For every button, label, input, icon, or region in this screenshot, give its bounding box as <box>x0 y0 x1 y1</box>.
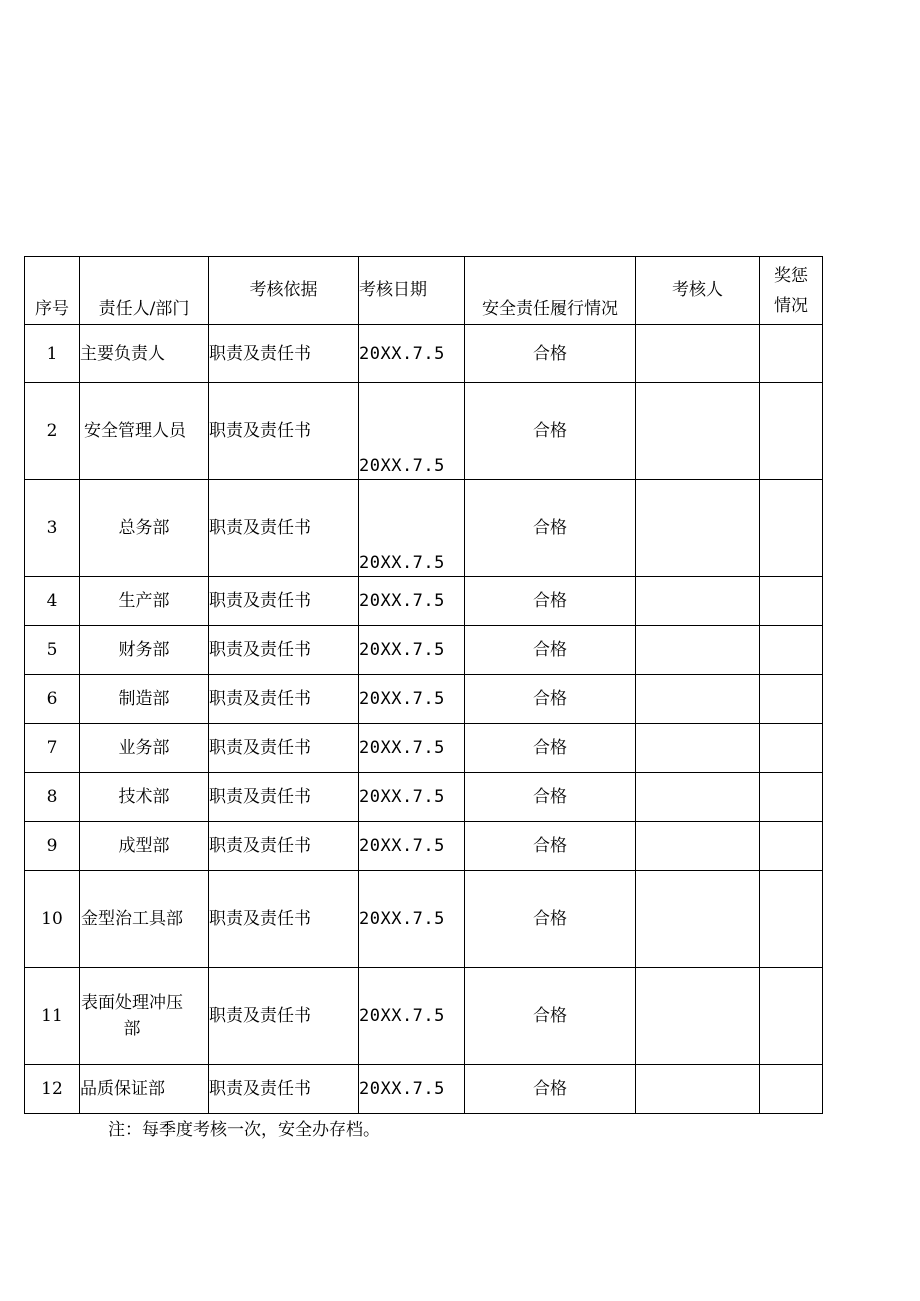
row-dept: 制造部 <box>80 675 209 724</box>
table-body <box>25 325 823 1114</box>
row-assessor <box>636 325 760 383</box>
row-date: 20XX.7.5 <box>359 773 465 822</box>
row-date: 20XX.7.5 <box>359 480 465 577</box>
row-basis: 职责及责任书 <box>209 822 359 871</box>
row-no: 11 <box>25 968 80 1065</box>
header-date: 考核日期 <box>359 257 465 325</box>
row-dept: 业务部 <box>80 724 209 773</box>
row-no: 7 <box>25 724 80 773</box>
table-row <box>25 480 823 577</box>
row-basis: 职责及责任书 <box>209 773 359 822</box>
row-no: 1 <box>25 325 80 383</box>
row-reward <box>760 724 823 773</box>
row-result: 合格 <box>465 626 636 675</box>
row-result: 合格 <box>465 577 636 626</box>
row-date: 20XX.7.5 <box>359 577 465 626</box>
row-assessor <box>636 822 760 871</box>
row-date: 20XX.7.5 <box>359 675 465 724</box>
row-dept: 生产部 <box>80 577 209 626</box>
row-dept-text: 表面处理冲压部 <box>81 993 183 1039</box>
row-no: 3 <box>25 480 80 577</box>
row-assessor <box>636 773 760 822</box>
row-result: 合格 <box>465 325 636 383</box>
row-basis: 职责及责任书 <box>209 968 359 1065</box>
header-reward <box>760 257 823 325</box>
header-person: 责任人/部门 <box>80 257 209 325</box>
row-result: 合格 <box>465 1065 636 1114</box>
row-dept: 成型部 <box>80 822 209 871</box>
row-assessor <box>636 626 760 675</box>
row-basis: 职责及责任书 <box>209 480 359 577</box>
row-no: 4 <box>25 577 80 626</box>
row-assessor <box>636 675 760 724</box>
header-basis: 考核依据 <box>209 257 359 325</box>
row-no: 10 <box>25 871 80 968</box>
table-row <box>25 325 823 383</box>
row-result: 合格 <box>465 724 636 773</box>
row-basis: 职责及责任书 <box>209 675 359 724</box>
row-date: 20XX.7.5 <box>359 724 465 773</box>
row-result: 合格 <box>465 480 636 577</box>
table-row <box>25 383 823 480</box>
row-assessor <box>636 871 760 968</box>
assessment-sheet <box>24 256 822 1142</box>
row-assessor <box>636 724 760 773</box>
row-reward <box>760 675 823 724</box>
row-dept: 财务部 <box>80 626 209 675</box>
row-dept: 安全管理人员 <box>80 383 209 480</box>
header-reward-text: 奖惩情况 <box>774 265 808 316</box>
row-reward <box>760 383 823 480</box>
row-dept <box>80 968 209 1065</box>
row-assessor <box>636 577 760 626</box>
table-row <box>25 968 823 1065</box>
row-basis: 职责及责任书 <box>209 1065 359 1114</box>
row-dept: 品质保证部 <box>80 1065 209 1114</box>
header-performance: 安全责任履行情况 <box>465 257 636 325</box>
row-basis: 职责及责任书 <box>209 871 359 968</box>
row-date: 20XX.7.5 <box>359 1065 465 1114</box>
row-basis: 职责及责任书 <box>209 724 359 773</box>
table-row <box>25 1065 823 1114</box>
row-reward <box>760 480 823 577</box>
row-dept: 总务部 <box>80 480 209 577</box>
row-no: 6 <box>25 675 80 724</box>
row-reward <box>760 871 823 968</box>
footnote: 注：每季度考核一次，安全办存档。 <box>108 1120 380 1140</box>
row-reward <box>760 325 823 383</box>
row-reward <box>760 626 823 675</box>
row-date: 20XX.7.5 <box>359 626 465 675</box>
row-date: 20XX.7.5 <box>359 871 465 968</box>
row-dept <box>80 871 209 968</box>
row-assessor <box>636 968 760 1065</box>
row-reward <box>760 822 823 871</box>
table-row <box>25 871 823 968</box>
row-reward <box>760 968 823 1065</box>
table-row <box>25 675 823 724</box>
row-result: 合格 <box>465 822 636 871</box>
row-basis: 职责及责任书 <box>209 626 359 675</box>
table-row <box>25 577 823 626</box>
table-row <box>25 773 823 822</box>
header-assessor: 考核人 <box>636 257 760 325</box>
table-row <box>25 822 823 871</box>
row-dept: 技术部 <box>80 773 209 822</box>
row-result: 合格 <box>465 675 636 724</box>
row-result: 合格 <box>465 871 636 968</box>
row-reward <box>760 577 823 626</box>
safety-assessment-table <box>24 256 823 1114</box>
table-row <box>25 626 823 675</box>
row-result: 合格 <box>465 773 636 822</box>
row-result: 合格 <box>465 383 636 480</box>
row-no: 12 <box>25 1065 80 1114</box>
header-no: 序号 <box>25 257 80 325</box>
row-basis: 职责及责任书 <box>209 577 359 626</box>
row-date: 20XX.7.5 <box>359 383 465 480</box>
table-row <box>25 724 823 773</box>
row-basis: 职责及责任书 <box>209 325 359 383</box>
row-assessor <box>636 480 760 577</box>
row-no: 9 <box>25 822 80 871</box>
row-result: 合格 <box>465 968 636 1065</box>
row-assessor <box>636 1065 760 1114</box>
row-date: 20XX.7.5 <box>359 968 465 1065</box>
row-no: 8 <box>25 773 80 822</box>
row-dept-text: 金型治工具部 <box>81 909 183 929</box>
row-date: 20XX.7.5 <box>359 325 465 383</box>
row-assessor <box>636 383 760 480</box>
row-reward <box>760 1065 823 1114</box>
row-no: 5 <box>25 626 80 675</box>
row-no: 2 <box>25 383 80 480</box>
row-dept: 主要负责人 <box>80 325 209 383</box>
row-reward <box>760 773 823 822</box>
row-date: 20XX.7.5 <box>359 822 465 871</box>
row-basis: 职责及责任书 <box>209 383 359 480</box>
table-header-row <box>25 257 823 325</box>
